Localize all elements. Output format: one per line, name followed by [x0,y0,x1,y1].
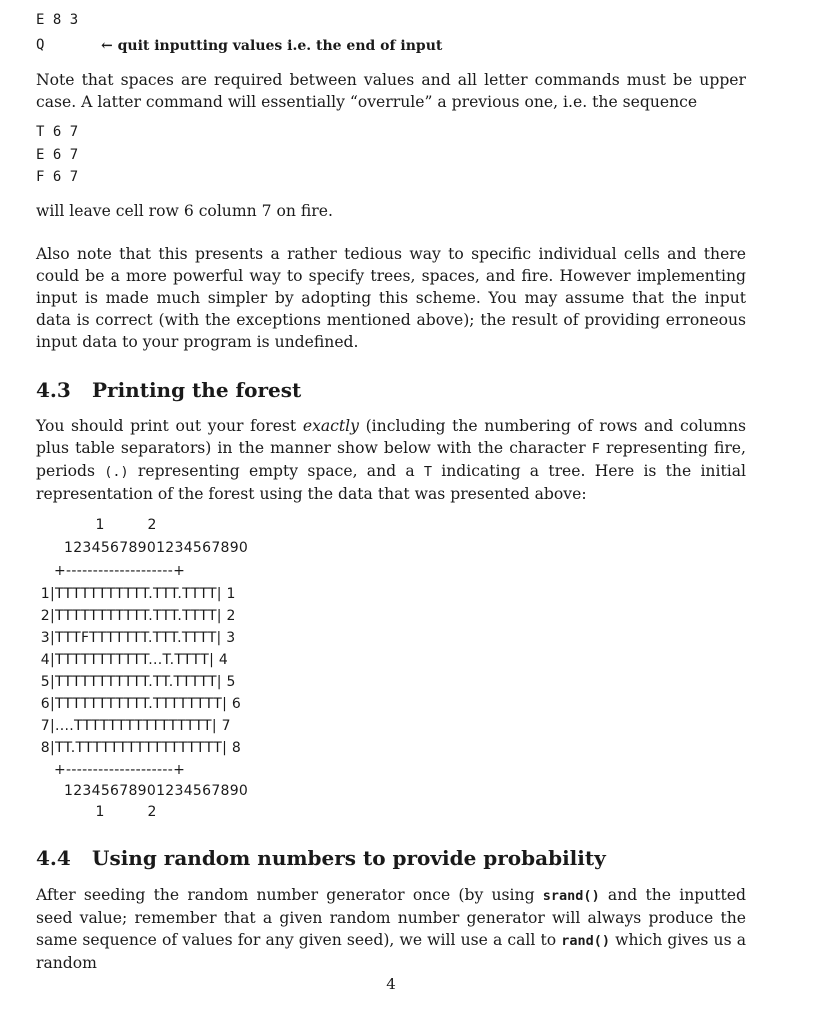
section-title-text: Using random numbers to provide probability [92,846,606,870]
text-span: After seeding the random number generator once (by using [36,886,543,904]
text-span: (including the numbering of rows and columns plus table separators) in the manner show below with the character [36,417,746,457]
forest-row: 1|TTTTTTTTTTT.TTT.TTTT| 1 [36,586,236,602]
forest-tens-header: 1 2 [48,517,157,533]
section-heading-4-3 [36,378,301,402]
section-number: 4.3 [36,378,71,402]
input-line-e83: E 8 3 [36,12,79,28]
inline-code-f: F [591,441,600,457]
forest-row: 8|TT.TTTTTTTTTTTTTTTTT| 8 [36,740,242,756]
quit-note: ← quit inputting values i.e. the end of input [101,38,443,54]
forest-row: 6|TTTTTTTTTTT.TTTTTTTT| 6 [36,696,242,712]
sequence-line-1: T 6 7 [36,124,79,140]
forest-tens-footer: 1 2 [48,804,157,820]
text-span: and the inputted seed value; remember that a given random number generator will always produce the same sequence of values for any given seed), we will use a call to [36,886,747,949]
section-title-text: Printing the forest [92,378,302,402]
text-span: representing empty space, and a [128,462,424,480]
forest-top-border: +--------------------+ [54,563,186,579]
forest-row: 5|TTTTTTTTTTT.TT.TTTTT| 5 [36,674,236,690]
inline-code-period: (.) [104,464,129,480]
text-span: which gives us a random [36,931,746,972]
input-line-q: Q [36,37,45,53]
sequence-line-2: E 6 7 [36,147,79,163]
text-span: representing fire, periods [36,439,746,480]
also-note-paragraph: Also note that this presents a rather tedious way to specific individual cells and there could be a more powerful way to specify trees, spaces, and fire. However implementing input is made much simpler by adopting this scheme. You may assume that the input data is correct (with the exceptions mentioned above); the result of providing erroneous input data to your program is undefined. [36,245,746,351]
text-span: You should print out your forest [36,417,303,435]
forest-row: 4|TTTTTTTTTTT...T.TTTT| 4 [36,652,229,668]
forest-row: 7|....TTTTTTTTTTTTTTTT| 7 [36,718,231,734]
forest-row: 3|TTTFTTTTTTT.TTT.TTTT| 3 [36,630,236,646]
note-paragraph: Note that spaces are required between values and all letter commands must be upper case. A latter command will essentially “overrule” a previous one, i.e. the sequence [36,71,746,111]
sequence-result: will leave cell row 6 column 7 on fire. [36,202,333,220]
text-span: indicating a tree. Here is the initial representation of the forest using the data that was presented above: [36,462,746,503]
printing-paragraph [36,415,746,505]
forest-row: 2|TTTTTTTTTTT.TTT.TTTT| 2 [36,608,236,624]
random-paragraph [36,884,746,974]
page-number: 4 [386,975,396,993]
forest-units-header: 12345678901234567890 [64,540,249,556]
emphasis-exactly: exactly [302,417,359,435]
inline-code-rand: rand() [561,933,611,949]
inline-code-srand: srand() [542,888,600,904]
forest-units-footer: 12345678901234567890 [64,783,249,799]
inline-code-t: T [423,464,433,480]
section-number: 4.4 [36,846,71,870]
forest-bottom-border: +--------------------+ [54,762,186,778]
sequence-line-3: F 6 7 [36,169,79,185]
section-heading-4-4 [36,846,606,870]
